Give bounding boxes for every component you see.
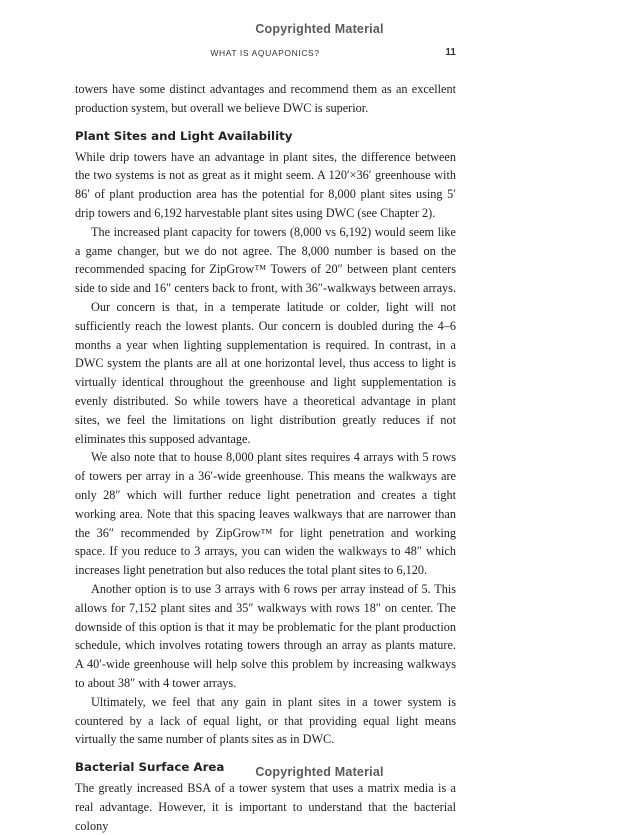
- section-heading-plant-sites: Plant Sites and Light Availability: [75, 128, 293, 143]
- page-number: 11: [445, 47, 456, 58]
- body-text: [75, 80, 456, 835]
- paragraph-3: Our concern is that, in a temperate latitude or colder, light will not sufficiently reach the lowest plants. Our concern is doubled during the 4–6 months a year when lighting supplementation is required. In contrast, in a DWC system the plants are all at one horizontal level, thus access to light is virtually identical throughout the greenhouse and light supplementation is evenly distributed. So while towers have a theoretical advantage in plant sites, we feel the limitations on light distribution greatly reduces if not eliminates this supposed advantage.: [75, 299, 456, 446]
- copyright-notice-bottom: Copyrighted Material: [255, 765, 384, 779]
- paragraph-1: While drip towers have an advantage in plant sites, the difference between the two systems is not as great as it might seem. A 120′×36′ greenhouse with 86′ of plant production area has the potential for 8,000 plant sites using 5′ drip towers and 6,192 harvestable plant sites using DWC (see Chapter 2).: [75, 149, 456, 220]
- paragraph-5: Another option is to use 3 arrays with 6 rows per array instead of 5. This allows for 7,152 plant sites and 35″ walkways with rows 18″ on center. The downside of this option is that it may be problematic for the plant production schedule, which involves rotating towers through an array as plants mature. A 40′-wide greenhouse will help solve this problem by increasing walkways to about 38″ with 4 tower arrays.: [75, 581, 456, 690]
- paragraph-6: Ultimately, we feel that any gain in plant sites in a tower system is countered by a lack of equal light, or that providing equal light means virtually the same number of plants sites as in DWC.: [75, 694, 456, 747]
- copyright-notice-top: Copyrighted Material: [255, 22, 384, 36]
- section-heading-bacterial-surface: Bacterial Surface Area: [75, 760, 225, 775]
- paragraph-4: We also note that to house 8,000 plant sites requires 4 arrays with 5 rows of towers per array in a 36′-wide greenhouse. This means the walkways are only 28″ which will further reduce light penetration and creates a tight working area. Note that this spacing leaves walkways that are narrower than the 36″ recommended by ZipGrow™ for light penetration and working space. If you reduce to 3 arrays, you can widen the walkways to 48″ which increases light penetration but also reduces the total plant sites to 6,120.: [75, 450, 456, 578]
- paragraph-2: The increased plant capacity for towers (8,000 vs 6,192) would seem like a game changer, but we do not agree. The 8,000 number is based on the recommended spacing for ZipGrow™ Towers of 20″ between plant centers side to side and 16″ centers back to front, with 36″-walkways between arrays.: [75, 224, 456, 296]
- running-head: WHAT IS AQUAPONICS?: [210, 48, 320, 58]
- paragraph-7: The greatly increased BSA of a tower system that uses a matrix media is a real advantage. However, it is important to understand that the bacterial colony: [75, 781, 456, 833]
- paragraph-continued: towers have some distinct advantages and recommend them as an excellent production system, but overall we believe DWC is superior.: [75, 82, 456, 115]
